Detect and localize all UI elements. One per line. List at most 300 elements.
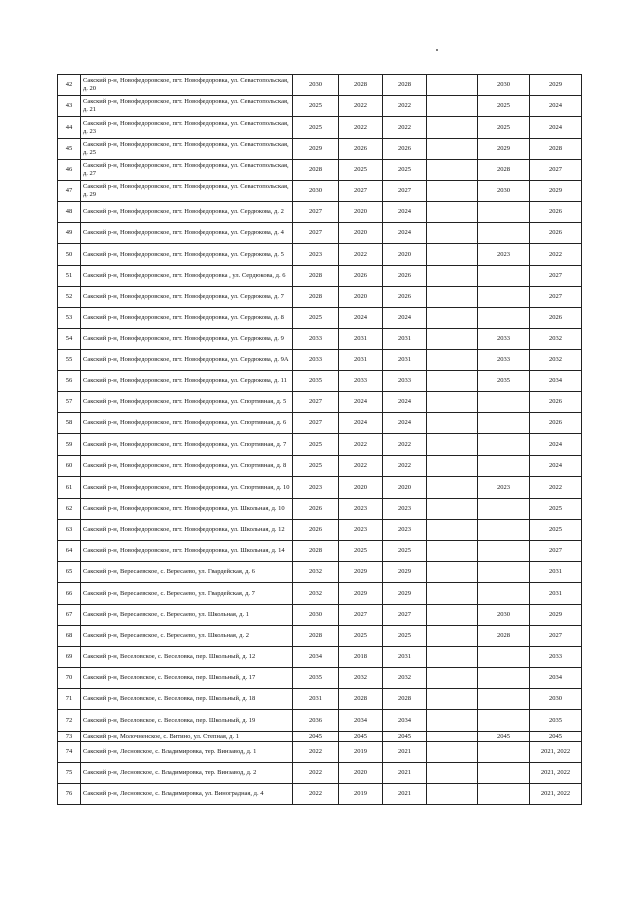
year-cell-1: 2030 (293, 181, 339, 202)
table-row (58, 392, 582, 413)
address-cell: Сакский р-н, Новофедоровское, пгт. Новофедоровка, ул. Сердюкова, д. 5 (81, 244, 293, 266)
year-cell-6: 2027 (530, 287, 582, 308)
year-cell-3: 2028 (383, 75, 427, 96)
year-cell-4 (427, 732, 478, 742)
address-cell: Сакский р-н, Новофедоровское, пгт. Новофедоровка, ул. Севастопольская, д. 29 (81, 181, 293, 202)
year-cell-2: 2032 (339, 668, 383, 689)
row-number: 70 (58, 668, 81, 689)
year-cell-6: 2025 (530, 499, 582, 520)
table-row (58, 647, 582, 668)
year-cell-2: 2020 (339, 223, 383, 244)
year-cell-2: 2023 (339, 520, 383, 541)
year-cell-6: 2029 (530, 605, 582, 626)
year-cell-1: 2033 (293, 350, 339, 371)
year-cell-3: 2022 (383, 456, 427, 477)
year-cell-6: 2027 (530, 266, 582, 287)
year-cell-1: 2030 (293, 605, 339, 626)
year-cell-2: 2022 (339, 96, 383, 117)
row-number: 68 (58, 626, 81, 647)
year-cell-2: 2024 (339, 308, 383, 329)
year-cell-3: 2024 (383, 392, 427, 413)
year-cell-4 (427, 477, 478, 499)
row-number: 57 (58, 392, 81, 413)
year-cell-5 (478, 266, 530, 287)
year-cell-3: 2027 (383, 181, 427, 202)
table-row (58, 160, 582, 181)
row-number: 62 (58, 499, 81, 520)
year-cell-3: 2022 (383, 434, 427, 456)
year-cell-4 (427, 626, 478, 647)
year-cell-1: 2032 (293, 583, 339, 605)
year-cell-1: 2022 (293, 784, 339, 805)
row-number: 44 (58, 117, 81, 139)
year-cell-4 (427, 160, 478, 181)
table-row (58, 434, 582, 456)
year-cell-3: 2025 (383, 626, 427, 647)
year-cell-3: 2031 (383, 350, 427, 371)
year-cell-2: 2024 (339, 413, 383, 434)
year-cell-1: 2028 (293, 287, 339, 308)
table-row (58, 499, 582, 520)
year-cell-2: 2022 (339, 117, 383, 139)
year-cell-4 (427, 202, 478, 223)
year-cell-1: 2031 (293, 689, 339, 710)
year-cell-6: 2029 (530, 181, 582, 202)
address-cell: Сакский р-н, Веселовское, с. Веселовка, пер. Школьный, д. 12 (81, 647, 293, 668)
year-cell-4 (427, 742, 478, 763)
year-cell-1: 2025 (293, 434, 339, 456)
year-cell-1: 2035 (293, 371, 339, 392)
year-cell-1: 2025 (293, 117, 339, 139)
table-row (58, 784, 582, 805)
table-row (58, 223, 582, 244)
year-cell-3: 2027 (383, 605, 427, 626)
address-cell: Сакский р-н, Новофедоровское, пгт. Новофедоровка, ул. Сердюкова, д. 11 (81, 371, 293, 392)
row-number: 75 (58, 763, 81, 784)
year-cell-3: 2025 (383, 541, 427, 562)
year-cell-1: 2028 (293, 266, 339, 287)
year-cell-3: 2024 (383, 223, 427, 244)
year-cell-2: 2025 (339, 160, 383, 181)
table-row (58, 266, 582, 287)
year-cell-5: 2033 (478, 329, 530, 350)
address-cell: Сакский р-н, Новофедоровское, пгт. Новофедоровка, ул. Севастопольская, д. 21 (81, 96, 293, 117)
row-number: 59 (58, 434, 81, 456)
year-cell-4 (427, 668, 478, 689)
year-cell-3: 2021 (383, 763, 427, 784)
year-cell-5: 2025 (478, 96, 530, 117)
year-cell-3: 2023 (383, 499, 427, 520)
year-cell-3: 2021 (383, 742, 427, 763)
year-cell-5 (478, 784, 530, 805)
address-cell: Сакский р-н, Лесновское, с. Владимировка, тер. Винзавод, д. 1 (81, 742, 293, 763)
year-cell-1: 2027 (293, 223, 339, 244)
row-number: 55 (58, 350, 81, 371)
year-cell-3: 2020 (383, 477, 427, 499)
year-cell-4 (427, 710, 478, 732)
year-cell-6: 2026 (530, 308, 582, 329)
year-cell-4 (427, 499, 478, 520)
address-cell: Сакский р-н, Новофедоровское, пгт. Новофедоровка, ул. Спортивная, д. 6 (81, 413, 293, 434)
year-cell-6: 2024 (530, 96, 582, 117)
row-number: 61 (58, 477, 81, 499)
table-row (58, 742, 582, 763)
year-cell-5 (478, 763, 530, 784)
year-cell-5: 2035 (478, 371, 530, 392)
table-row (58, 96, 582, 117)
year-cell-5 (478, 520, 530, 541)
year-cell-3: 2024 (383, 202, 427, 223)
row-number: 64 (58, 541, 81, 562)
table-row (58, 541, 582, 562)
year-cell-5 (478, 668, 530, 689)
year-cell-5 (478, 308, 530, 329)
year-cell-4 (427, 456, 478, 477)
year-cell-4 (427, 689, 478, 710)
year-cell-6: 2030 (530, 689, 582, 710)
year-cell-6: 2024 (530, 117, 582, 139)
year-cell-4 (427, 308, 478, 329)
year-cell-4 (427, 350, 478, 371)
year-cell-6: 2021, 2022 (530, 763, 582, 784)
year-cell-1: 2028 (293, 160, 339, 181)
year-cell-4 (427, 181, 478, 202)
year-cell-2: 2026 (339, 139, 383, 160)
year-cell-6: 2025 (530, 520, 582, 541)
year-cell-1: 2045 (293, 732, 339, 742)
address-cell: Сакский р-н, Веселовское, с. Веселовка, пер. Школьный, д. 17 (81, 668, 293, 689)
year-cell-3: 2021 (383, 784, 427, 805)
table-row (58, 763, 582, 784)
year-cell-3: 2034 (383, 710, 427, 732)
table-row (58, 75, 582, 96)
row-number: 66 (58, 583, 81, 605)
year-cell-6: 2026 (530, 223, 582, 244)
row-number: 52 (58, 287, 81, 308)
year-cell-4 (427, 605, 478, 626)
year-cell-4 (427, 117, 478, 139)
year-cell-3: 2026 (383, 266, 427, 287)
row-number: 60 (58, 456, 81, 477)
year-cell-5: 2028 (478, 626, 530, 647)
year-cell-6: 2026 (530, 392, 582, 413)
year-cell-2: 2022 (339, 456, 383, 477)
address-cell: Сакский р-н, Новофедоровское, пгт. Новофедоровка, ул. Сердюкова, д. 9А (81, 350, 293, 371)
year-cell-4 (427, 96, 478, 117)
table-row (58, 244, 582, 266)
address-cell: Сакский р-н, Вересаевское, с. Вересаево, ул. Гвардейская, д. 6 (81, 562, 293, 583)
address-cell: Сакский р-н, Лесновское, с. Владимировка, тер. Винзавод, д. 2 (81, 763, 293, 784)
table-row (58, 520, 582, 541)
year-cell-1: 2033 (293, 329, 339, 350)
year-cell-2: 2025 (339, 541, 383, 562)
address-cell: Сакский р-н, Новофедоровское, пгт. Новофедоровка, ул. Сердюкова, д. 4 (81, 223, 293, 244)
row-number: 53 (58, 308, 81, 329)
year-cell-5 (478, 456, 530, 477)
year-cell-6: 2022 (530, 244, 582, 266)
row-number: 69 (58, 647, 81, 668)
year-cell-3: 2029 (383, 562, 427, 583)
row-number: 50 (58, 244, 81, 266)
year-cell-3: 2029 (383, 583, 427, 605)
table-row (58, 202, 582, 223)
year-cell-2: 2029 (339, 562, 383, 583)
row-number: 51 (58, 266, 81, 287)
year-cell-1: 2023 (293, 477, 339, 499)
year-cell-4 (427, 583, 478, 605)
year-cell-6: 2026 (530, 413, 582, 434)
table-row (58, 668, 582, 689)
table-row (58, 413, 582, 434)
year-cell-1: 2030 (293, 75, 339, 96)
table-row (58, 626, 582, 647)
year-cell-3: 2033 (383, 371, 427, 392)
table-row (58, 117, 582, 139)
year-cell-2: 2019 (339, 742, 383, 763)
year-cell-1: 2028 (293, 541, 339, 562)
row-number: 72 (58, 710, 81, 732)
row-number: 65 (58, 562, 81, 583)
year-cell-6: 2034 (530, 371, 582, 392)
address-cell: Сакский р-н, Веселовское, с. Веселовка, пер. Школьный, д. 19 (81, 710, 293, 732)
address-cell: Сакский р-н, Новофедоровское, пгт. Новофедоровка, ул. Сердюкова, д. 2 (81, 202, 293, 223)
address-cell: Сакский р-н, Новофедоровское, пгт. Новофедоровка, ул. Севастопольская, д. 23 (81, 117, 293, 139)
year-cell-2: 2022 (339, 434, 383, 456)
year-cell-5 (478, 287, 530, 308)
year-cell-3: 2028 (383, 689, 427, 710)
year-cell-4 (427, 75, 478, 96)
year-cell-3: 2024 (383, 308, 427, 329)
year-cell-4 (427, 562, 478, 583)
address-cell: Сакский р-н, Новофедоровское, пгт. Новофедоровка, ул. Севастопольская, д. 25 (81, 139, 293, 160)
address-cell: Сакский р-н, Новофедоровское, пгт. Новофедоровка, ул. Сердюкова, д. 9 (81, 329, 293, 350)
year-cell-4 (427, 434, 478, 456)
year-cell-5 (478, 223, 530, 244)
year-cell-5: 2023 (478, 477, 530, 499)
year-cell-3: 2026 (383, 287, 427, 308)
year-cell-6: 2021, 2022 (530, 742, 582, 763)
year-cell-2: 2045 (339, 732, 383, 742)
year-cell-2: 2031 (339, 350, 383, 371)
year-cell-1: 2026 (293, 520, 339, 541)
year-cell-6: 2022 (530, 477, 582, 499)
row-number: 76 (58, 784, 81, 805)
year-cell-2: 2019 (339, 784, 383, 805)
year-cell-5 (478, 710, 530, 732)
year-cell-4 (427, 223, 478, 244)
year-cell-1: 2023 (293, 244, 339, 266)
year-cell-1: 2022 (293, 742, 339, 763)
year-cell-3: 2025 (383, 160, 427, 181)
row-number: 58 (58, 413, 81, 434)
address-cell: Сакский р-н, Новофедоровское, пгт. Новофедоровка, ул. Школьная, д. 14 (81, 541, 293, 562)
year-cell-5: 2025 (478, 117, 530, 139)
year-cell-2: 2033 (339, 371, 383, 392)
address-cell: Сакский р-н, Новофедоровское, пгт. Новофедоровка, ул. Спортивная, д. 8 (81, 456, 293, 477)
table-row (58, 308, 582, 329)
year-cell-1: 2027 (293, 413, 339, 434)
row-number: 54 (58, 329, 81, 350)
year-cell-1: 2028 (293, 626, 339, 647)
table-row (58, 562, 582, 583)
year-cell-2: 2024 (339, 392, 383, 413)
year-cell-2: 2031 (339, 329, 383, 350)
year-cell-5: 2033 (478, 350, 530, 371)
row-number: 63 (58, 520, 81, 541)
year-cell-3: 2032 (383, 668, 427, 689)
table-body (58, 75, 582, 805)
year-cell-1: 2035 (293, 668, 339, 689)
row-number: 46 (58, 160, 81, 181)
year-cell-1: 2025 (293, 308, 339, 329)
year-cell-2: 2027 (339, 181, 383, 202)
year-cell-4 (427, 413, 478, 434)
year-cell-4 (427, 287, 478, 308)
year-cell-4 (427, 392, 478, 413)
row-number: 71 (58, 689, 81, 710)
year-cell-5: 2030 (478, 181, 530, 202)
year-cell-4 (427, 371, 478, 392)
year-cell-6: 2028 (530, 139, 582, 160)
row-number: 56 (58, 371, 81, 392)
address-cell: Сакский р-н, Молочненское, с. Витино, ул. Степная, д. 1 (81, 732, 293, 742)
table-row (58, 350, 582, 371)
year-cell-1: 2022 (293, 763, 339, 784)
table-row (58, 139, 582, 160)
year-cell-4 (427, 763, 478, 784)
address-cell: Сакский р-н, Новофедоровское, пгт. Новофедоровка, ул. Спортивная, д. 10 (81, 477, 293, 499)
year-cell-5: 2045 (478, 732, 530, 742)
year-cell-6: 2027 (530, 626, 582, 647)
year-cell-2: 2026 (339, 266, 383, 287)
year-cell-5: 2028 (478, 160, 530, 181)
year-cell-5: 2023 (478, 244, 530, 266)
address-cell: Сакский р-н, Веселовское, с. Веселовка, пер. Школьный, д. 18 (81, 689, 293, 710)
year-cell-3: 2020 (383, 244, 427, 266)
year-cell-5 (478, 434, 530, 456)
year-cell-5 (478, 583, 530, 605)
year-cell-2: 2034 (339, 710, 383, 732)
table-row (58, 329, 582, 350)
year-cell-5: 2030 (478, 605, 530, 626)
row-number: 42 (58, 75, 81, 96)
row-number: 73 (58, 732, 81, 742)
table-row (58, 181, 582, 202)
address-cell: Сакский р-н, Новофедоровское, пгт. Новофедоровка , ул. Сердюкова, д. 6 (81, 266, 293, 287)
year-cell-5 (478, 742, 530, 763)
year-cell-2: 2018 (339, 647, 383, 668)
year-cell-2: 2020 (339, 202, 383, 223)
row-number: 45 (58, 139, 81, 160)
year-cell-3: 2026 (383, 139, 427, 160)
year-cell-6: 2034 (530, 668, 582, 689)
address-cell: Сакский р-н, Новофедоровское, пгт. Новофедоровка, ул. Севастопольская, д. 27 (81, 160, 293, 181)
year-cell-5 (478, 202, 530, 223)
year-cell-1: 2027 (293, 392, 339, 413)
year-cell-6: 2032 (530, 329, 582, 350)
year-cell-3: 2024 (383, 413, 427, 434)
year-cell-5: 2030 (478, 75, 530, 96)
table-row (58, 456, 582, 477)
year-cell-6: 2024 (530, 434, 582, 456)
row-number: 43 (58, 96, 81, 117)
housing-schedule-table (57, 74, 582, 805)
address-cell: Сакский р-н, Новофедоровское, пгт. Новофедоровка, ул. Сердюкова, д. 7 (81, 287, 293, 308)
address-cell: Сакский р-н, Вересаевское, с. Вересаево, ул. Школьная, д. 1 (81, 605, 293, 626)
year-cell-6: 2045 (530, 732, 582, 742)
table-row (58, 732, 582, 742)
address-cell: Сакский р-н, Новофедоровское, пгт. Новофедоровка, ул. Спортивная, д. 5 (81, 392, 293, 413)
table-row (58, 710, 582, 732)
address-cell: Сакский р-н, Новофедоровское, пгт. Новофедоровка, ул. Сердюкова, д. 8 (81, 308, 293, 329)
year-cell-5 (478, 689, 530, 710)
year-cell-6: 2032 (530, 350, 582, 371)
table-row (58, 583, 582, 605)
year-cell-4 (427, 266, 478, 287)
year-cell-4 (427, 647, 478, 668)
year-cell-1: 2026 (293, 499, 339, 520)
year-cell-2: 2027 (339, 605, 383, 626)
year-cell-3: 2045 (383, 732, 427, 742)
year-cell-1: 2036 (293, 710, 339, 732)
year-cell-6: 2035 (530, 710, 582, 732)
year-cell-3: 2031 (383, 647, 427, 668)
address-cell: Сакский р-н, Лесновское, с. Владимировка, ул. Виноградная, д. 4 (81, 784, 293, 805)
table-row (58, 371, 582, 392)
year-cell-4 (427, 784, 478, 805)
year-cell-2: 2023 (339, 499, 383, 520)
year-cell-2: 2025 (339, 626, 383, 647)
year-cell-6: 2033 (530, 647, 582, 668)
year-cell-1: 2029 (293, 139, 339, 160)
year-cell-6: 2031 (530, 562, 582, 583)
year-cell-5 (478, 562, 530, 583)
address-cell: Сакский р-н, Новофедоровское, пгт. Новофедоровка, ул. Севастопольская, д. 20 (81, 75, 293, 96)
year-cell-6: 2024 (530, 456, 582, 477)
year-cell-5: 2029 (478, 139, 530, 160)
scan-speck (436, 49, 438, 51)
row-number: 49 (58, 223, 81, 244)
year-cell-1: 2034 (293, 647, 339, 668)
year-cell-2: 2029 (339, 583, 383, 605)
year-cell-6: 2021, 2022 (530, 784, 582, 805)
year-cell-4 (427, 244, 478, 266)
year-cell-5 (478, 392, 530, 413)
row-number: 48 (58, 202, 81, 223)
row-number: 74 (58, 742, 81, 763)
year-cell-2: 2020 (339, 287, 383, 308)
address-cell: Сакский р-н, Вересаевское, с. Вересаево, ул. Школьная, д. 2 (81, 626, 293, 647)
address-cell: Сакский р-н, Новофедоровское, пгт. Новофедоровка, ул. Школьная, д. 10 (81, 499, 293, 520)
year-cell-1: 2025 (293, 96, 339, 117)
year-cell-3: 2031 (383, 329, 427, 350)
year-cell-2: 2028 (339, 689, 383, 710)
year-cell-2: 2020 (339, 477, 383, 499)
year-cell-3: 2022 (383, 96, 427, 117)
address-cell: Сакский р-н, Новофедоровское, пгт. Новофедоровка, ул. Спортивная, д. 7 (81, 434, 293, 456)
row-number: 67 (58, 605, 81, 626)
year-cell-3: 2022 (383, 117, 427, 139)
year-cell-5 (478, 413, 530, 434)
year-cell-6: 2031 (530, 583, 582, 605)
year-cell-4 (427, 329, 478, 350)
year-cell-5 (478, 541, 530, 562)
year-cell-2: 2020 (339, 763, 383, 784)
year-cell-5 (478, 499, 530, 520)
table-row (58, 689, 582, 710)
address-cell: Сакский р-н, Вересаевское, с. Вересаево, ул. Гвардейская, д. 7 (81, 583, 293, 605)
year-cell-6: 2027 (530, 541, 582, 562)
